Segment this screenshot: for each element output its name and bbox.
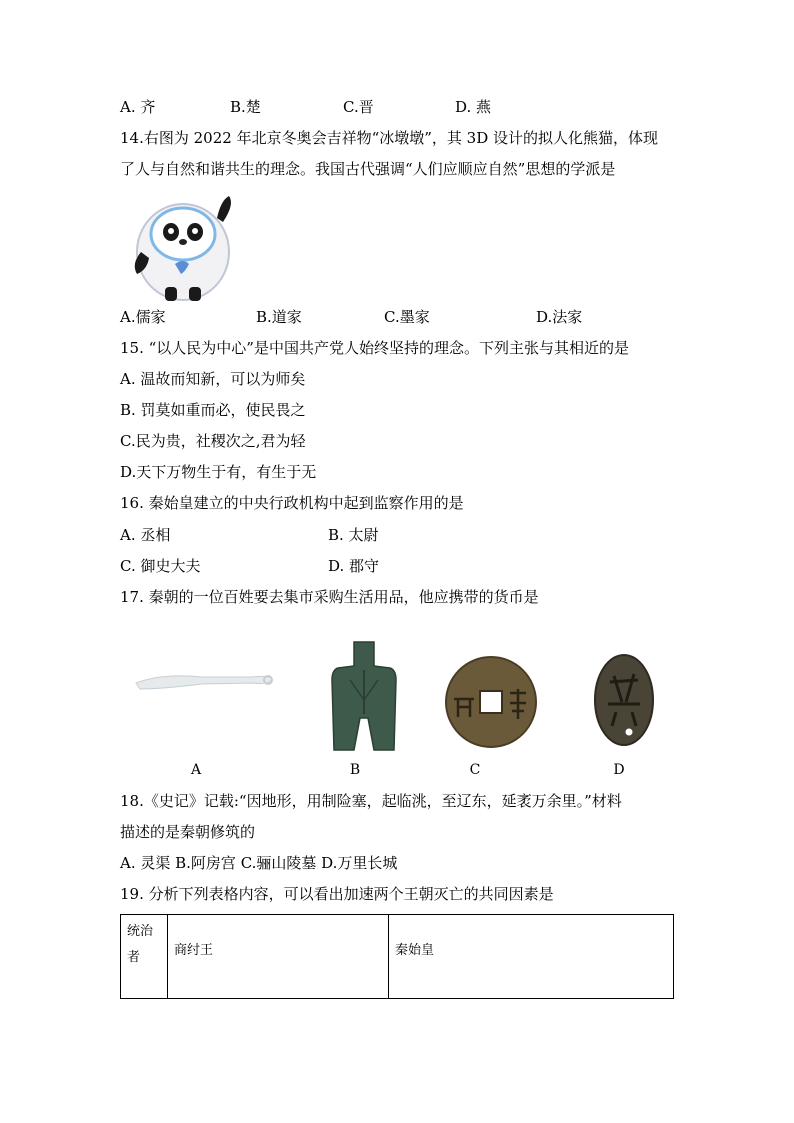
q14-stem-line1: 14.右图为 2022 年北京冬奥会吉祥物“冰墩墩”，其 3D 设计的拟人化熊猫，体现 — [120, 129, 659, 147]
coin-label-a: A — [190, 762, 202, 778]
spade-money-image — [328, 640, 400, 755]
q15-stem: 15. “以人民为中心”是中国共产党人始终坚持的理念。下列主张与其相近的是 — [120, 339, 629, 357]
q17-stem: 17. 秦朝的一位百姓要去集市采购生活用品，他应携带的货币是 — [120, 588, 539, 606]
q14-option-c: C.墨家 — [384, 308, 430, 326]
q19-stem: 19. 分析下列表格内容，可以看出加速两个王朝灭亡的共同因素是 — [120, 885, 554, 903]
comparison-table — [120, 914, 674, 999]
q18-stem-line2: 描述的是秦朝修筑的 — [120, 823, 256, 841]
q16-option-c: C. 御史大夫 — [120, 557, 201, 575]
q13-option-b: B.楚 — [230, 98, 261, 116]
q15-option-b: B. 罚莫如重而必，使民畏之 — [120, 401, 306, 419]
table-row — [121, 915, 674, 999]
q16-option-d: D. 郡守 — [328, 557, 380, 575]
coin-label-c: C — [469, 762, 481, 778]
q15-option-a: A. 温故而知新，可以为师矣 — [120, 370, 306, 388]
coin-label-d: D — [613, 762, 625, 778]
knife-money-image — [132, 665, 277, 695]
q13-option-d: D. 燕 — [455, 98, 492, 116]
q14-option-a: A.儒家 — [120, 308, 166, 326]
q13-option-a: A. 齐 — [120, 98, 156, 116]
coin-label-b: B — [349, 762, 361, 778]
q14-stem-line2: 了人与自然和谐共生的理念。我国古代强调“人们应顺应自然”思想的学派是 — [120, 160, 616, 178]
ant-nose-money-image — [592, 652, 656, 748]
q18-options: A. 灵渠 B.阿房宫 C.骊山陵墓 D.万里长城 — [120, 854, 398, 872]
table-header-cell: 统治者 — [121, 915, 168, 999]
q15-option-d: D.天下万物生于有，有生于无 — [120, 463, 317, 481]
q15-option-c: C.民为贵，社稷次之,君为轻 — [120, 432, 306, 450]
q14-option-b: B.道家 — [256, 308, 302, 326]
q16-option-a: A. 丞相 — [120, 526, 171, 544]
table-cell-qin-shihuang: 秦始皇 — [389, 915, 674, 999]
q13-option-c: C.晋 — [343, 98, 374, 116]
bing-dwen-dwen-image — [125, 192, 240, 304]
q18-stem-line1: 18.《史记》记载:“因地形，用制险塞，起临洮，至辽东，延袤万余里。”材料 — [120, 792, 622, 810]
table-cell-shang-zhou: 商纣王 — [168, 915, 389, 999]
banliang-coin-image — [444, 655, 538, 749]
q16-option-b: B. 太尉 — [328, 526, 379, 544]
q14-option-d: D.法家 — [536, 308, 583, 326]
q16-stem: 16. 秦始皇建立的中央行政机构中起到监察作用的是 — [120, 494, 464, 512]
